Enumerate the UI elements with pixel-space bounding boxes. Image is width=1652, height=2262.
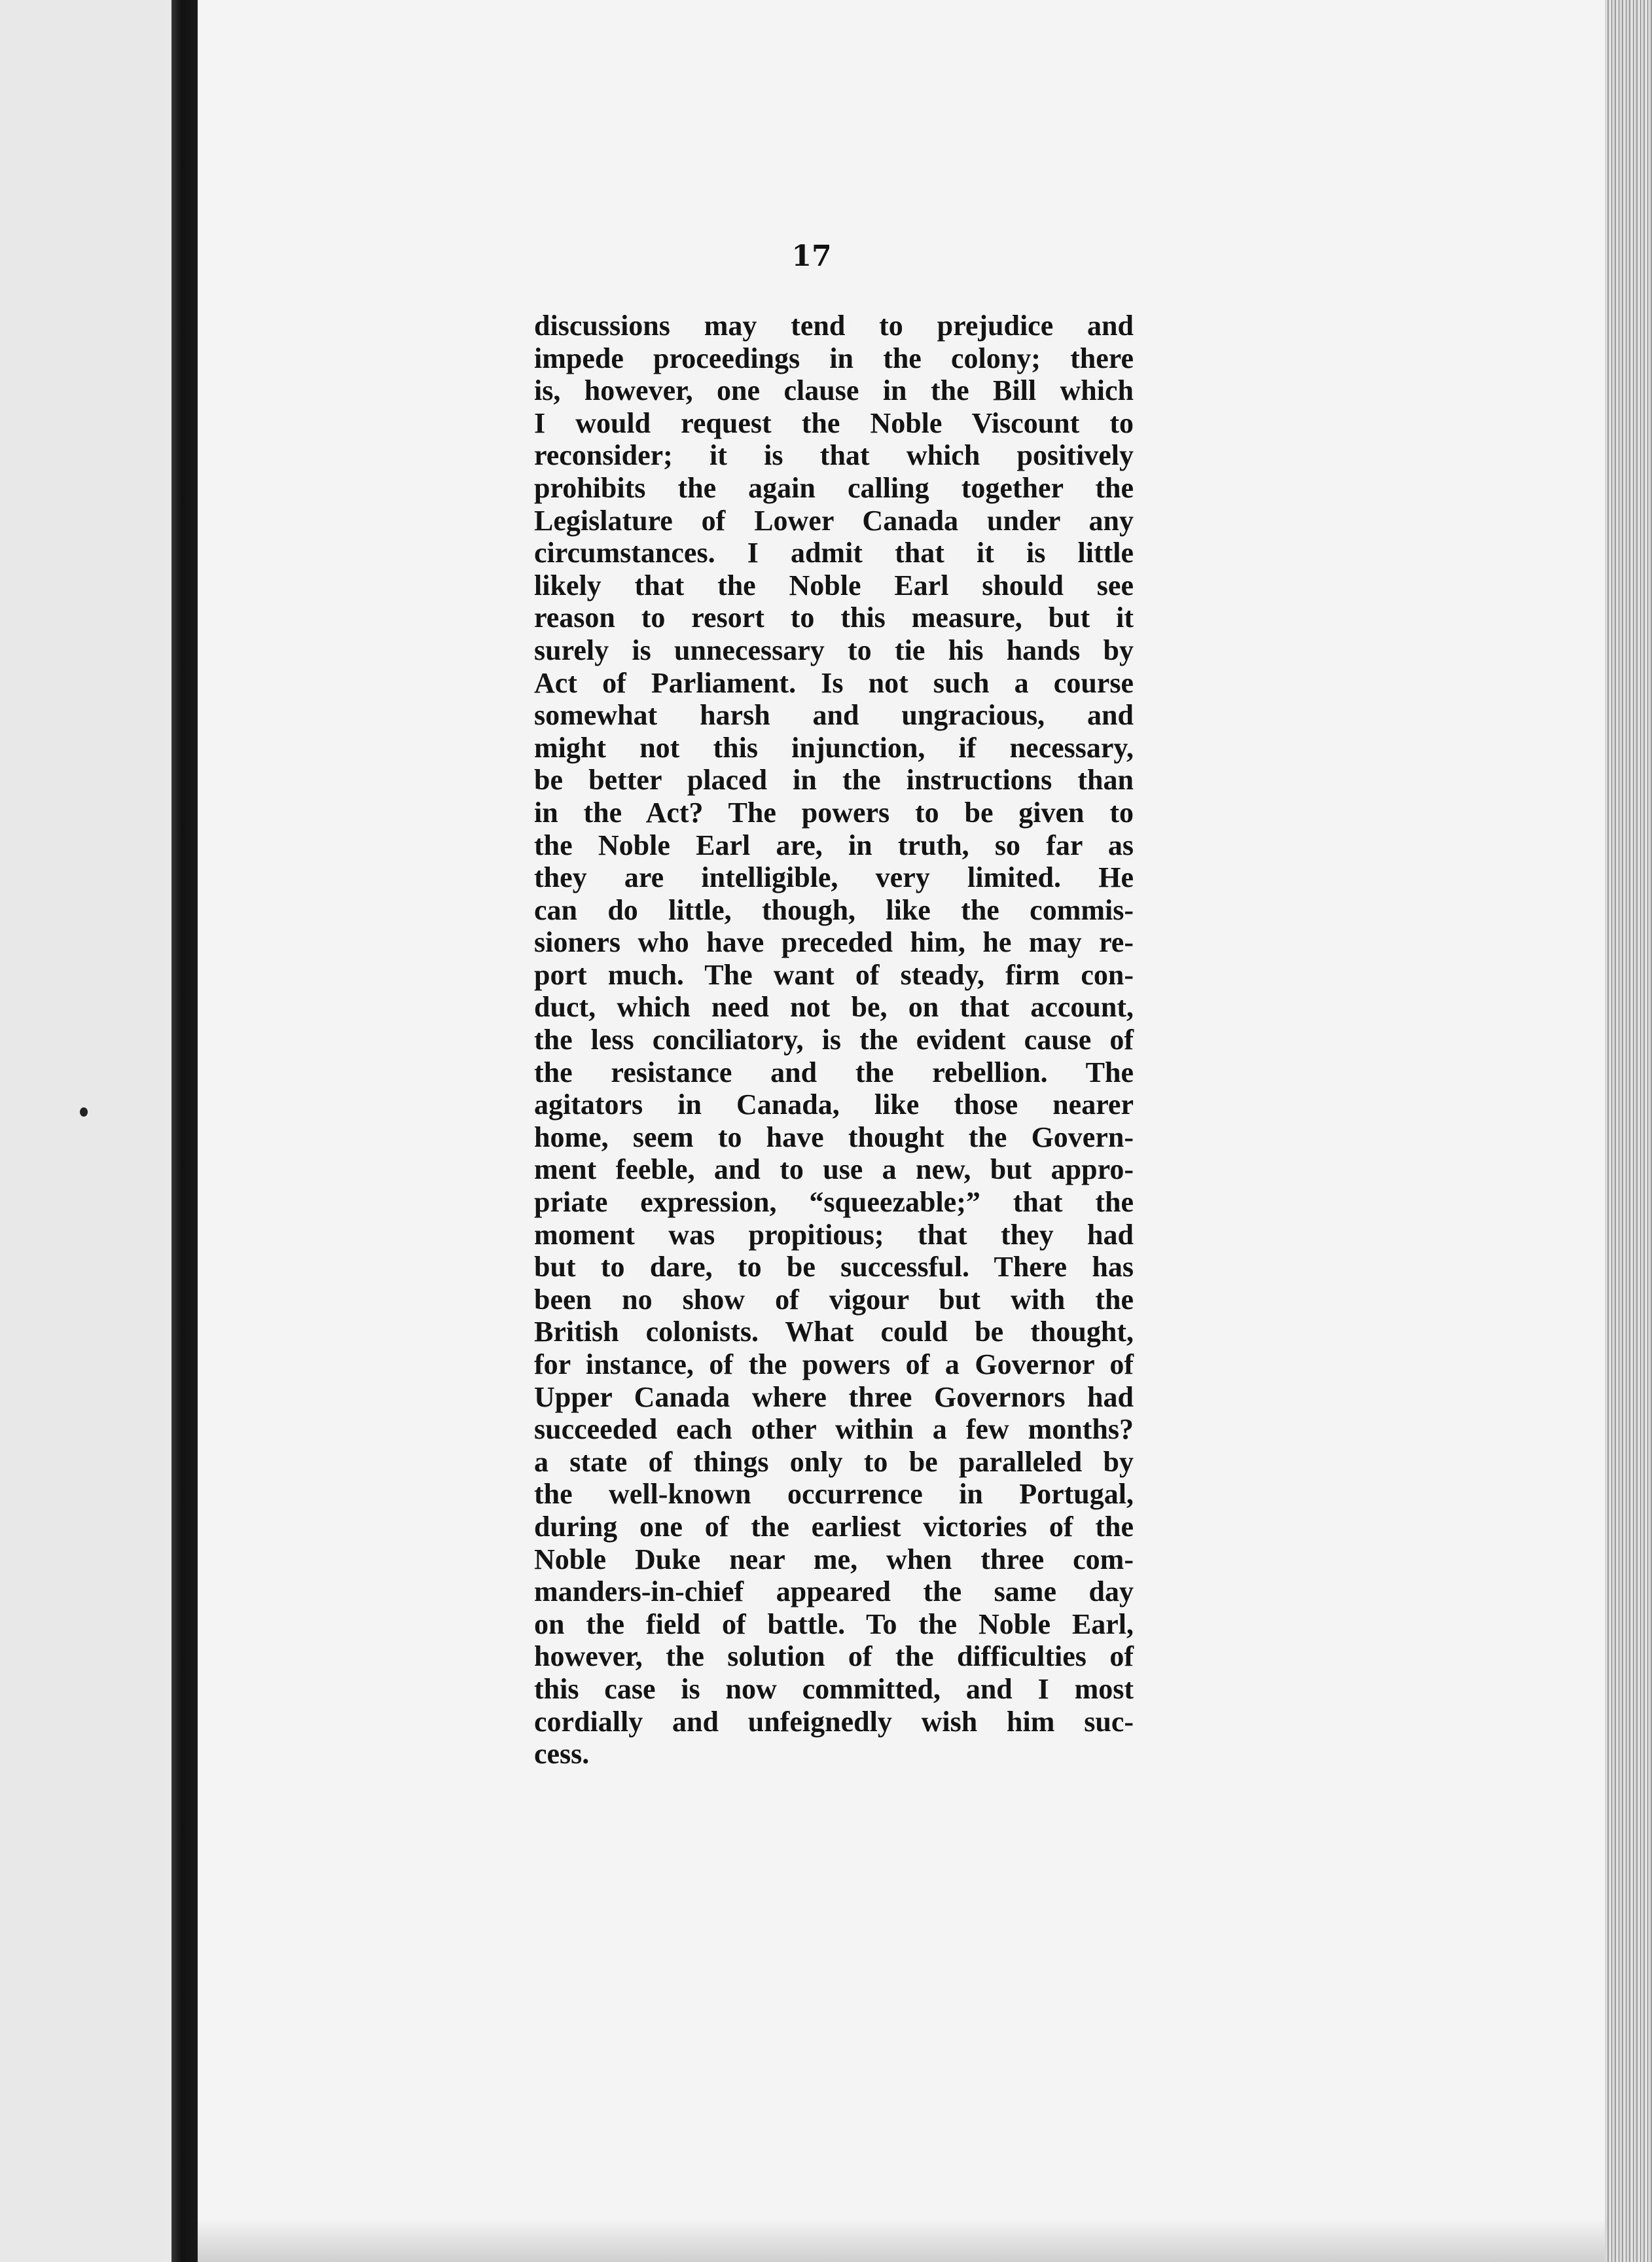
- page-number: 17: [791, 240, 832, 273]
- text-line: manders-in-chief appeared the same day: [534, 1575, 1134, 1608]
- text-line: British colonists. What could be thought,: [534, 1316, 1134, 1348]
- text-line: during one of the earliest victories of the: [534, 1510, 1134, 1543]
- text-line: can do little, though, like the commis-: [534, 893, 1134, 926]
- text-line: duct, which need not be, on that account,: [534, 991, 1134, 1024]
- text-line: discussions may tend to prejudice and: [534, 310, 1134, 342]
- left-page-margin: [0, 0, 171, 2262]
- text-line: priate expression, “squeezable;” that the: [534, 1186, 1134, 1219]
- page-edge-stack: [1605, 0, 1652, 2262]
- text-line: reason to resort to this measure, but it: [534, 601, 1134, 634]
- text-line: but to dare, to be successful. There has: [534, 1251, 1134, 1284]
- text-line: reconsider; it is that which positively: [534, 439, 1134, 472]
- text-line: somewhat harsh and ungracious, and: [534, 699, 1134, 732]
- text-line: port much. The want of steady, firm con-: [534, 958, 1134, 991]
- text-line: likely that the Noble Earl should see: [534, 569, 1134, 601]
- text-line: however, the solution of the difficulties of: [534, 1640, 1134, 1673]
- text-line: is, however, one clause in the Bill which: [534, 374, 1134, 407]
- text-line: the Noble Earl are, in truth, so far as: [534, 829, 1134, 861]
- text-line: agitators in Canada, like those nearer: [534, 1088, 1134, 1121]
- text-line: cordially and unfeignedly wish him suc-: [534, 1705, 1134, 1738]
- body-text: [534, 312, 1134, 1772]
- text-line: Legislature of Lower Canada under any: [534, 504, 1134, 537]
- text-line: a state of things only to be paralleled by: [534, 1445, 1134, 1478]
- text-line: home, seem to have thought the Govern-: [534, 1121, 1134, 1153]
- text-line: might not this injunction, if necessary,: [534, 731, 1134, 764]
- text-line: moment was propitious; that they had: [534, 1218, 1134, 1251]
- text-line: the well-known occurrence in Portugal,: [534, 1478, 1134, 1511]
- text-line: this case is now committed, and I most: [534, 1672, 1134, 1705]
- text-line: Noble Duke near me, when three com-: [534, 1543, 1134, 1575]
- text-line: on the field of battle. To the Noble Earl,: [534, 1607, 1134, 1640]
- text-line: surely is unnecessary to tie his hands by: [534, 634, 1134, 666]
- text-line: in the Act? The powers to be given to: [534, 796, 1134, 829]
- text-line: sioners who have preceded him, he may re-: [534, 926, 1134, 959]
- text-line: prohibits the again calling together the: [534, 471, 1134, 504]
- text-line: the resistance and the rebellion. The: [534, 1056, 1134, 1088]
- text-line: they are intelligible, very limited. He: [534, 861, 1134, 894]
- text-line: for instance, of the powers of a Governor of: [534, 1348, 1134, 1380]
- text-line: impede proceedings in the colony; there: [534, 342, 1134, 374]
- binding-gutter: [171, 0, 198, 2262]
- text-line: cess.: [534, 1738, 590, 1770]
- page-bottom-shadow: [198, 2219, 1605, 2262]
- text-line: Upper Canada where three Governors had: [534, 1380, 1134, 1413]
- text-line: been no show of vigour but with the: [534, 1283, 1134, 1316]
- text-line: succeeded each other within a few months?: [534, 1413, 1134, 1446]
- ink-speck: [80, 1107, 88, 1117]
- text-line: I would request the Noble Viscount to: [534, 406, 1134, 439]
- text-line: the less conciliatory, is the evident cause of: [534, 1024, 1134, 1056]
- text-line: circumstances. I admit that it is little: [534, 537, 1134, 569]
- text-line: be better placed in the instructions than: [534, 764, 1134, 797]
- text-line: Act of Parliament. Is not such a course: [534, 666, 1134, 699]
- text-line: ment feeble, and to use a new, but appro-: [534, 1153, 1134, 1186]
